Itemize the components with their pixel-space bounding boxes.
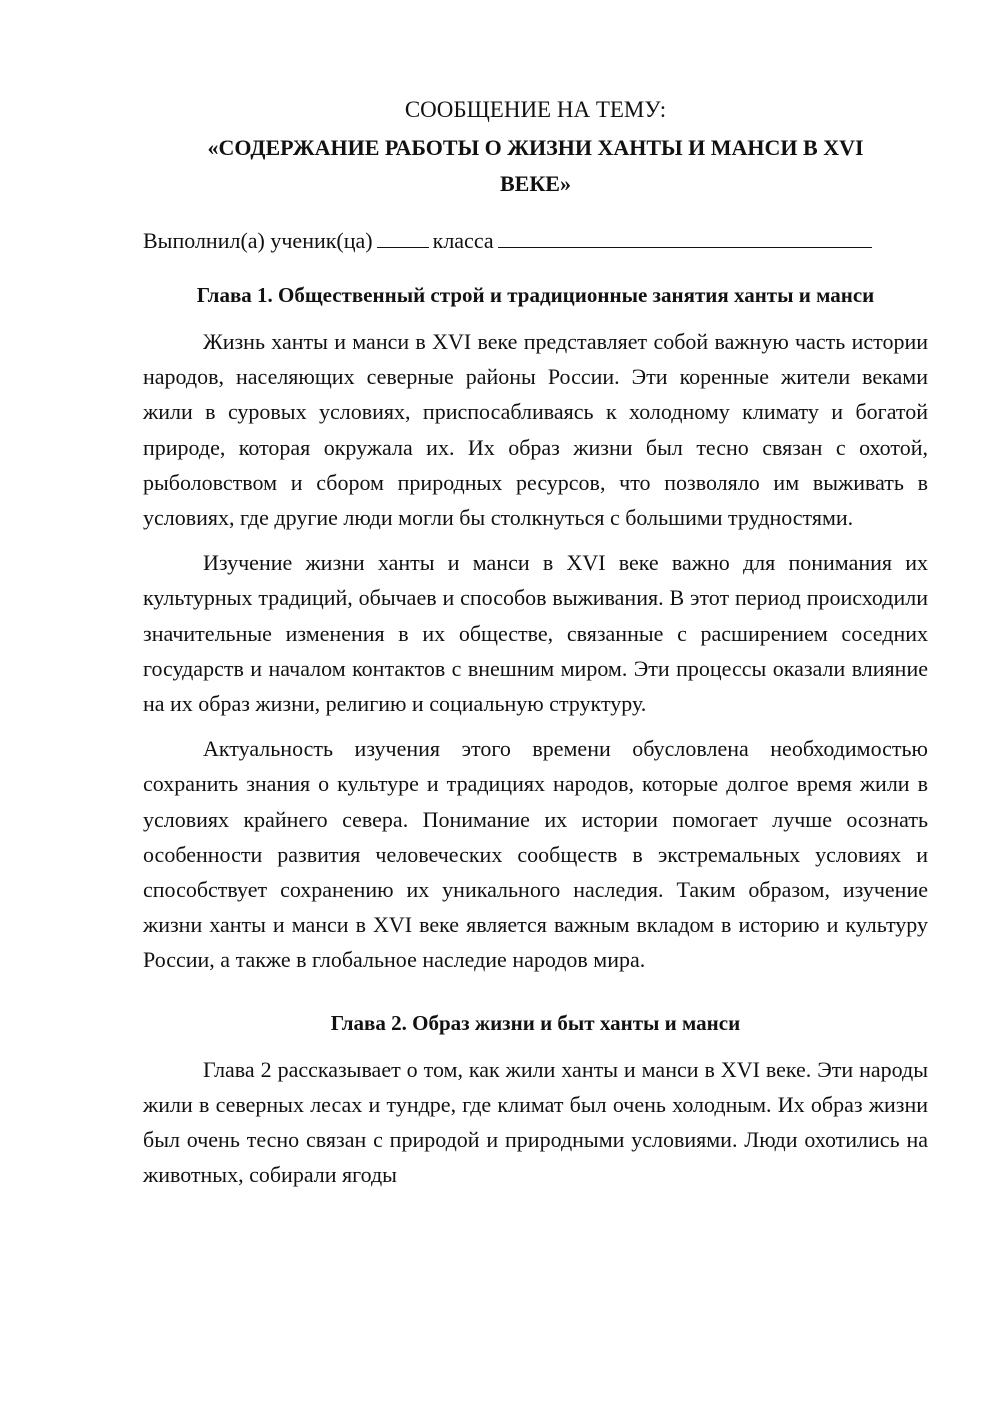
grade-blank xyxy=(377,225,429,248)
performer-line xyxy=(143,224,928,258)
document-content xyxy=(143,92,928,1192)
chapter-1-heading: Глава 1. Общественный строй и традиционные занятия ханты и манси xyxy=(196,283,875,307)
chapter-2-heading: Глава 2. Образ жизни и быт ханты и манси xyxy=(330,1010,741,1035)
document-title-line-1: «СОДЕРЖАНИЕ РАБОТЫ О ЖИЗНИ ХАНТЫ И МАНСИ В XVI xyxy=(207,135,864,160)
document-title-line-2: ВЕКЕ» xyxy=(500,171,571,196)
class-label: класса xyxy=(432,228,494,253)
chapter-1-paragraph-3: Актуальность изучения этого времени обусловлена необходимостью сохранить знания о культуре и традициях народов, которые долгое время жили в условиях крайнего севера. Понимание их истории помогает лучше осознать особенности развития человеческих сообществ в экстремальных условиях и способствует сохранению их уникального наследия. Таким образом, изучение жизни ханты и манси в XVI веке является важным вкладом в историю и культуру России, а также в глобальное наследие народов мира. xyxy=(143,736,928,973)
chapter-1-paragraph-1: Жизнь ханты и манси в XVI веке представляет собой важную часть истории народов, населяющих северные районы России. Эти коренные жители веками жили в суровых условиях, приспосабливаясь к холодному климату и богатой природе, которая окружала их. Их образ жизни был тесно связан с охотой, рыболовством и сбором природных ресурсов, что позволяло им выживать в условиях, где другие люди могли бы столкнуться с большими трудностями. xyxy=(143,329,928,531)
chapter-2-paragraph-1: Глава 2 рассказывает о том, как жили ханты и манси в XVI веке. Эти народы жили в северных лесах и тундре, где климат был очень холодным. Их образ жизни был очень тесно связан с природой и природными условиями. Люди охотились на животных, собирали ягоды xyxy=(143,1056,928,1188)
name-blank xyxy=(498,225,872,248)
topic-label: СООБЩЕНИЕ НА ТЕМУ: xyxy=(404,97,667,122)
chapter-1-paragraph-2: Изучение жизни ханты и манси в XVI веке важно для понимания их культурных традиций, обычаев и способов выживания. В этот период происходили значительные изменения в их обществе, связанные с расширением соседних государств и началом контактов с внешним миром. Эти процессы оказали влияние на их образ жизни, религию и социальную структуру. xyxy=(143,550,928,717)
performer-label: Выполнил(а) ученик(ца) xyxy=(143,228,373,253)
document-title xyxy=(143,130,928,202)
